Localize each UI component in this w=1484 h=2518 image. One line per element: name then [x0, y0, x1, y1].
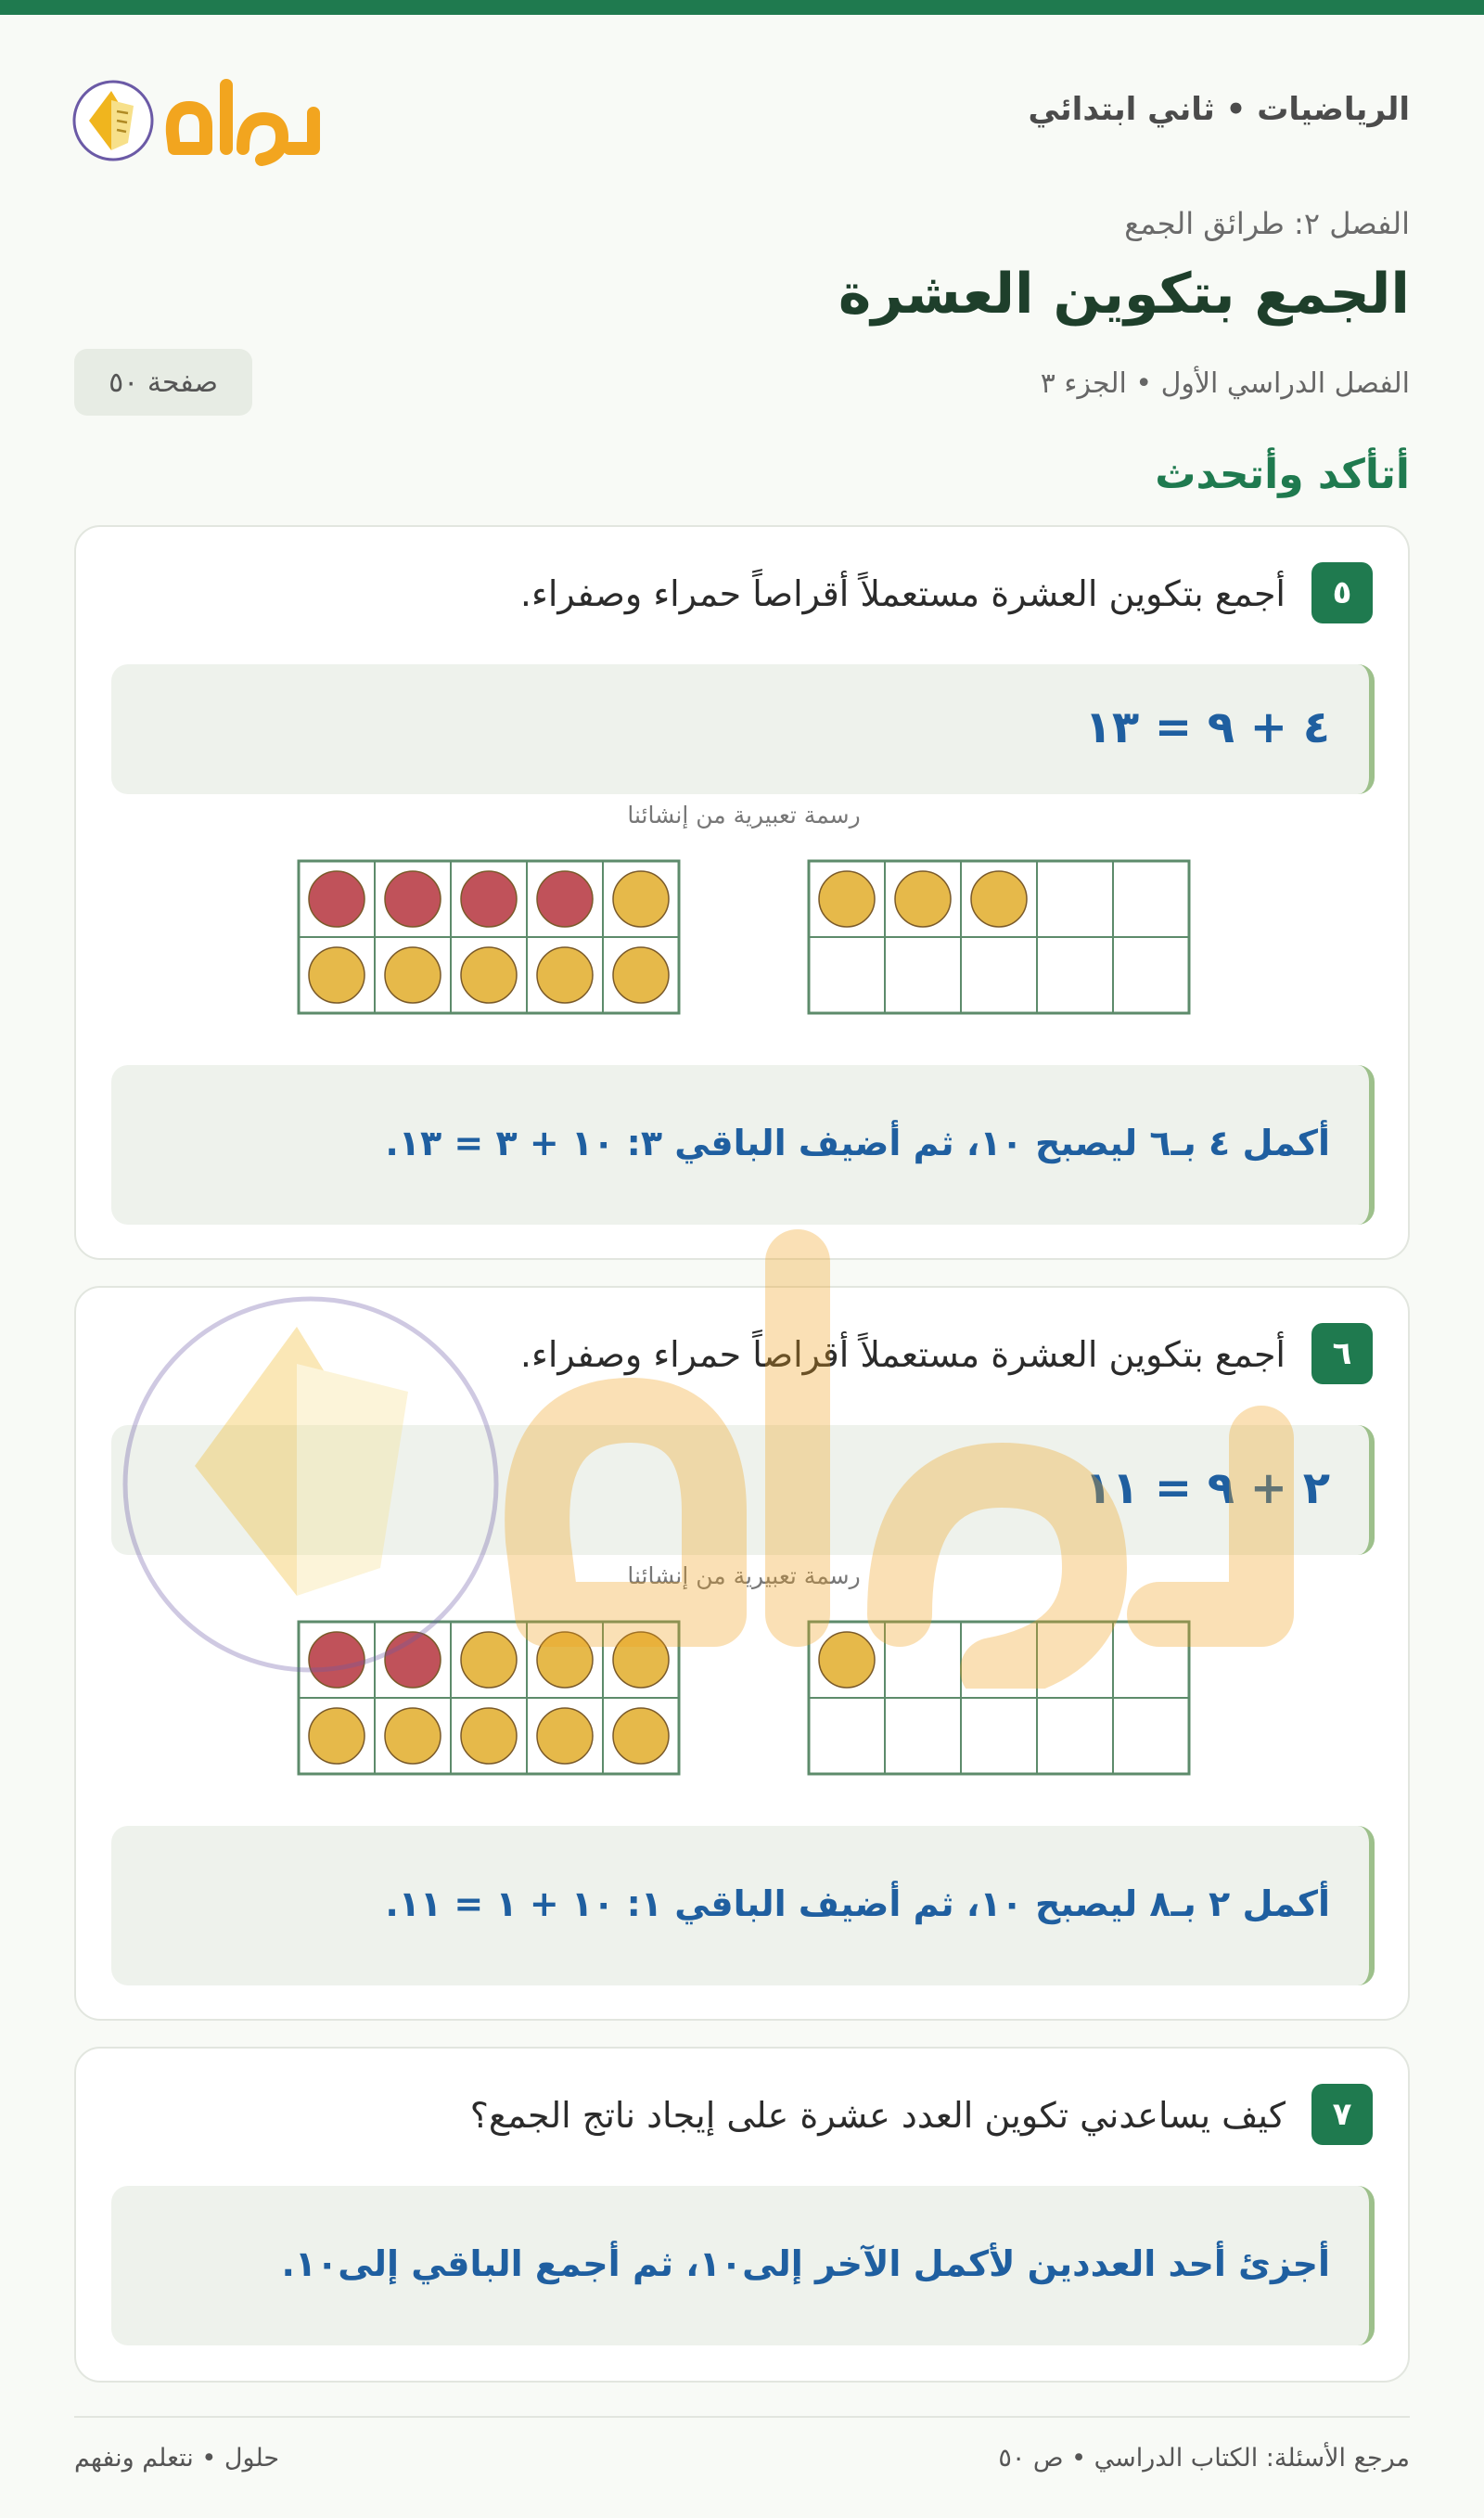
yellow-counter — [461, 1632, 517, 1688]
page-title: الجمع بتكوين العشرة — [838, 262, 1410, 327]
answer-box — [111, 2186, 1375, 2345]
question-text: كيف يساعدني تكوين العدد عشرة على إيجاد ناتج الجمع؟ — [469, 2095, 1286, 2136]
yellow-counter — [309, 1708, 365, 1764]
answer-text: أكمل ٤ بـ٦ ليصبح ١٠، ثم أضيف الباقي ٣: ١٠ + ٣ = ١٣. — [385, 1123, 1330, 1163]
yellow-counter — [537, 1632, 593, 1688]
yellow-counter — [613, 1708, 669, 1764]
question-text: أجمع بتكوين العشرة مستعملاً أقراصاً حمراء وصفراء. — [519, 573, 1286, 614]
hulul-logo — [70, 59, 330, 180]
question-text: أجمع بتكوين العشرة مستعملاً أقراصاً حمراء وصفراء. — [519, 1334, 1286, 1375]
yellow-counter — [461, 947, 517, 1003]
yellow-counter — [385, 947, 441, 1003]
term-label: الفصل الدراسي الأول • الجزء ٣ — [1040, 367, 1410, 400]
yellow-counter — [309, 947, 365, 1003]
yellow-counter — [895, 871, 951, 927]
ten-frame-full — [299, 1622, 679, 1774]
yellow-counter — [819, 871, 875, 927]
answer-text: أجزئ أحد العددين لأكمل الآخر إلى١٠، ثم أجمع الباقي إلى١٠. — [281, 2243, 1330, 2284]
equation-box — [111, 1425, 1375, 1555]
question-number: ٥ — [1311, 562, 1373, 623]
yellow-counter — [461, 1708, 517, 1764]
ten-frame-full — [299, 861, 679, 1013]
red-counter — [309, 1632, 365, 1688]
red-counter — [385, 871, 441, 927]
footer-tagline: حلول • نتعلم ونفهم — [74, 2444, 280, 2473]
ten-frame-remainder — [809, 861, 1189, 1013]
question-card-5 — [74, 525, 1410, 1260]
red-counter — [537, 871, 593, 927]
equation: ٤ + ٩ = ١٣ — [1084, 701, 1330, 753]
ten-frame-remainder — [809, 1622, 1189, 1774]
top-accent-bar — [0, 0, 1484, 15]
yellow-counter — [537, 1708, 593, 1764]
yellow-counter — [819, 1632, 875, 1688]
yellow-counter — [613, 871, 669, 927]
yellow-counter — [385, 1708, 441, 1764]
ten-frames-illustration — [76, 854, 1412, 1021]
red-counter — [385, 1632, 441, 1688]
answer-text: أكمل ٢ بـ٨ ليصبح ١٠، ثم أضيف الباقي ١: ١٠ + ١ = ١١. — [385, 1883, 1330, 1924]
answer-box — [111, 1065, 1375, 1225]
section-heading: أتأكد وأتحدث — [1155, 451, 1410, 498]
red-counter — [309, 871, 365, 927]
red-counter — [461, 871, 517, 927]
question-number: ٦ — [1311, 1323, 1373, 1384]
question-card-7 — [74, 2047, 1410, 2383]
yellow-counter — [613, 1632, 669, 1688]
page-badge: صفحة ٥٠ — [74, 349, 252, 416]
subject-label: الرياضيات • ثاني ابتدائي — [1028, 91, 1410, 128]
question-card-6 — [74, 1286, 1410, 2021]
ten-frames-illustration — [76, 1614, 1412, 1781]
question-number: ٧ — [1311, 2084, 1373, 2145]
illustration-caption: رسمة تعبيرية من إنشائنا — [627, 1562, 861, 1589]
equation: ٢ + ٩ = ١١ — [1084, 1462, 1330, 1514]
yellow-counter — [971, 871, 1027, 927]
yellow-counter — [613, 947, 669, 1003]
chapter-label: الفصل ٢: طرائق الجمع — [1124, 206, 1410, 241]
equation-box — [111, 664, 1375, 794]
footer-divider — [74, 2416, 1410, 2418]
answer-box — [111, 1826, 1375, 1985]
footer-reference: مرجع الأسئلة: الكتاب الدراسي • ص ٥٠ — [998, 2444, 1410, 2473]
illustration-caption: رسمة تعبيرية من إنشائنا — [627, 802, 861, 829]
yellow-counter — [537, 947, 593, 1003]
